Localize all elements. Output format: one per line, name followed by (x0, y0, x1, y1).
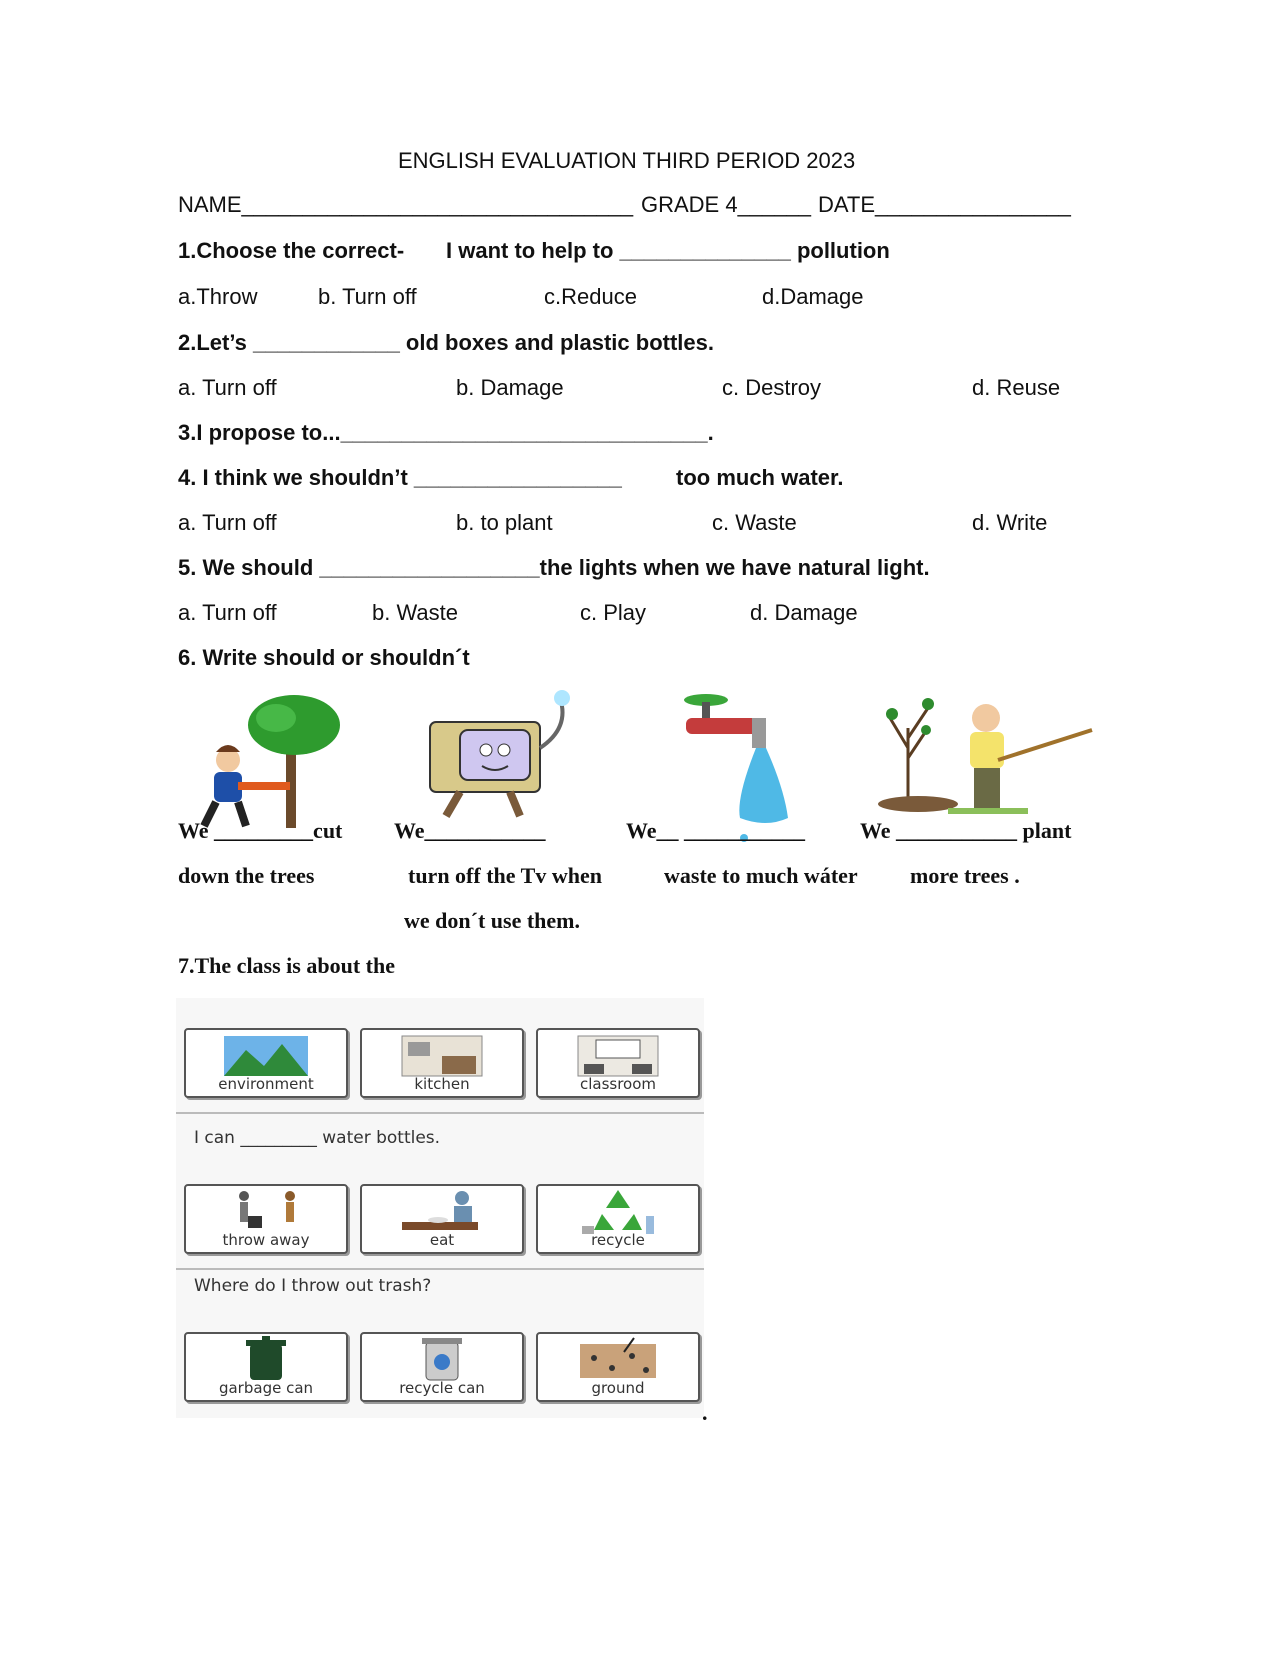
card-recycle[interactable] (536, 1184, 700, 1254)
q1-sentence: I want to help to ______________ pollution (446, 238, 890, 263)
q6-item1-line2: down the trees (178, 863, 315, 888)
card-kitchen[interactable] (360, 1028, 524, 1098)
q2-option-c[interactable]: c. Destroy (722, 375, 822, 400)
q6-item4-line2: more trees . (910, 863, 1020, 888)
card-throw-away[interactable] (184, 1184, 348, 1254)
q1-option-a[interactable]: a.Throw (178, 284, 258, 309)
q4-prompt: 4. I think we shouldn’t _________________ (178, 465, 622, 490)
q5-option-b[interactable]: b. Waste (372, 600, 458, 625)
card-label: recycle (591, 1231, 645, 1249)
divider (176, 1112, 704, 1114)
card-classroom[interactable] (536, 1028, 700, 1098)
q5-prompt: 5. We should __________________the lights when we have natural light. (178, 555, 930, 580)
q2-option-d[interactable]: d. Reuse (972, 375, 1061, 400)
card-label: ground (591, 1379, 645, 1397)
card-label: garbage can (218, 1379, 314, 1397)
q5-option-d[interactable]: d. Damage (750, 600, 858, 625)
q6-item2-line1[interactable]: We___________ (394, 818, 546, 843)
q3-prompt: 3.I propose to...______________________________. (178, 420, 714, 445)
q6-item3-line1[interactable]: We__ ___________ (626, 818, 806, 843)
q1-option-c[interactable]: c.Reduce (544, 284, 637, 309)
card-ground[interactable] (536, 1332, 700, 1402)
q2-prompt: 2.Let’s ____________ old boxes and plastic bottles. (178, 330, 714, 355)
q6-item4-line1[interactable]: We ___________ plant (860, 818, 1072, 843)
q5-option-c[interactable]: c. Play (580, 600, 647, 625)
divider (176, 1268, 704, 1270)
q7-prompt: 7.The class is about the (178, 953, 395, 978)
q1-option-b[interactable]: b. Turn off (318, 284, 417, 309)
q4-option-d[interactable]: d. Write (972, 510, 1048, 535)
page-title: ENGLISH EVALUATION THIRD PERIOD 2023 (398, 148, 856, 173)
tv-illustration (410, 688, 586, 820)
q1-option-d[interactable]: d.Damage (762, 284, 864, 309)
card-recycle-can[interactable] (360, 1332, 524, 1402)
card-label: eat (429, 1231, 455, 1249)
q6-item2-line2: turn off the Tv when (408, 863, 602, 888)
name-field[interactable]: NAME________________________________ (178, 192, 634, 217)
cutting-tree-illustration (176, 690, 362, 832)
card-label: recycle can (399, 1379, 485, 1397)
q1-prompt: 1.Choose the correct- (178, 238, 405, 263)
card-label: classroom (579, 1075, 657, 1093)
planting-tree-illustration (878, 688, 1094, 816)
card-eat[interactable] (360, 1184, 524, 1254)
q7-sentence-2: I can _________ water bottles. (194, 1128, 441, 1148)
card-environment[interactable] (184, 1028, 348, 1098)
card-label: throw away (222, 1231, 310, 1249)
q6-item3-line2: waste to much wáter (664, 863, 858, 888)
card-label: environment (218, 1075, 314, 1093)
q5-option-a[interactable]: a. Turn off (178, 600, 277, 625)
q4-option-c[interactable]: c. Waste (712, 510, 797, 535)
q4-option-a[interactable]: a. Turn off (178, 510, 277, 535)
card-garbage-can[interactable] (184, 1332, 348, 1402)
q4-prompt-end: too much water. (676, 465, 844, 490)
q7-sentence-3: Where do I throw out trash? (194, 1276, 432, 1296)
q6-prompt: 6. Write should or shouldn´t (178, 645, 470, 670)
end-mark: . (702, 1400, 708, 1425)
q4-option-b[interactable]: b. to plant (456, 510, 553, 535)
q2-option-b[interactable]: b. Damage (456, 375, 564, 400)
card-label: kitchen (414, 1075, 470, 1093)
q6-item1-line1[interactable]: We _________cut (178, 818, 343, 843)
q2-option-a[interactable]: a. Turn off (178, 375, 277, 400)
q6-item2-line3: we don´t use them. (404, 908, 580, 933)
date-field[interactable]: DATE________________ (818, 192, 1071, 217)
grade-field[interactable]: GRADE 4______ (641, 192, 811, 217)
